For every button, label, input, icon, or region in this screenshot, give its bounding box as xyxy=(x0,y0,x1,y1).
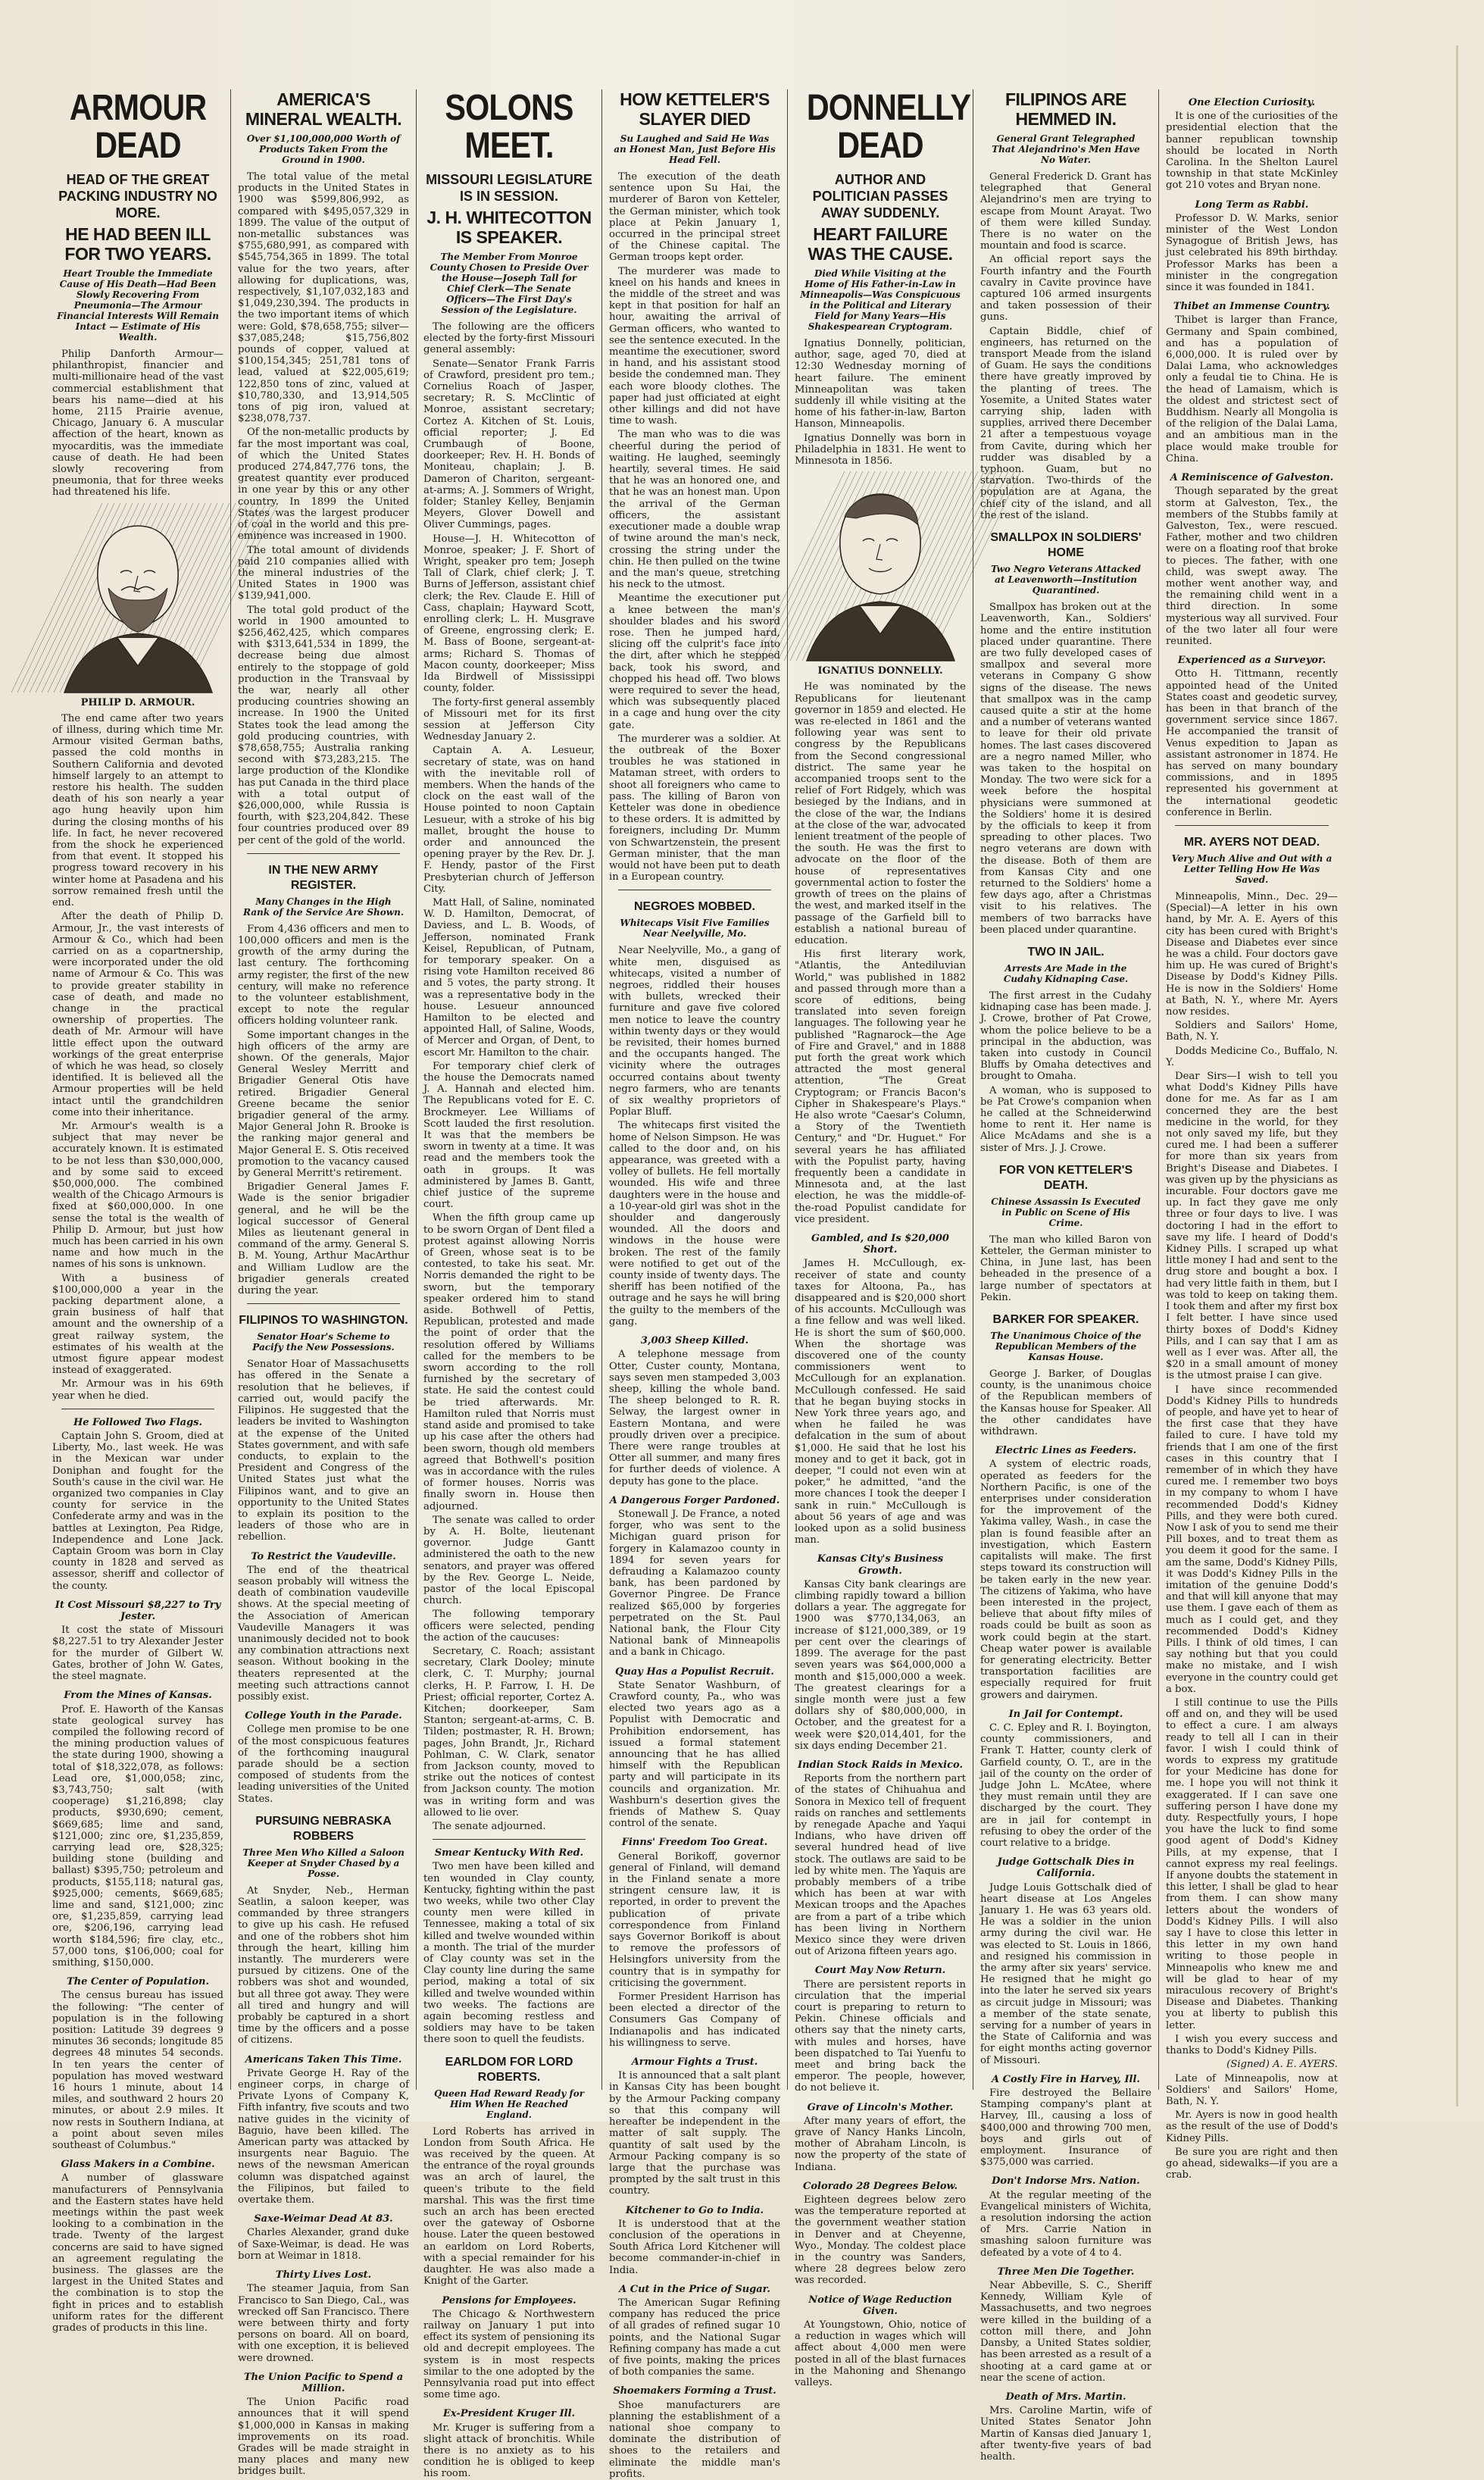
article-paragraph: The senate adjourned. xyxy=(433,1821,546,1832)
article-headline: Thibet an Immense Country. xyxy=(1173,301,1331,313)
article-paragraph: Near Abbeville, S. C., Sheriff Kennedy, William Kyle of Massachusetts, and two negroes were killed in the building of a cotton mill there, and John Dansby, a United States soldier, has been arrested as a result of a shooting at a card game at or near the scene of action. xyxy=(980,2280,1151,2384)
subheadline: AUTHOR AND POLITICIAN PASSES AWAY SUDDENLY. xyxy=(812,172,948,220)
article-paragraph: Minneapolis, Minn., Dec. 29—(Special)—A letter in his own hand, by Mr. A. E. Ayers of this city has been cured with Bright's Disease and Diabetes ever since he was a child. Four doctors gave him up. He was cured of Bright's Disease by Dodd's Kidney Pills. He is now in the Soldiers' Home at Bath, N. Y., where Mr. Ayers now resides. xyxy=(1166,890,1338,1018)
article-headline: Don't Indorse Mrs. Nation. xyxy=(992,2175,1140,2188)
article-headline: The Union Pacific to Spend a Million. xyxy=(243,2371,404,2394)
headline-deck: Su Laughed and Said He Was an Honest Man, Just Before His Head Fell. xyxy=(614,133,776,165)
article-paragraph: George J. Barker, of Douglas county, is the unanimous choice of the Republican members of the Kansas house for Speaker. All the other candidates have withdrawn. xyxy=(980,1368,1151,1438)
article-paragraph: After the death of Philip D. Armour, Jr., the vast interests of Armour & Co., which had been carried on as a copartnership, were incorporated under the old name of Armour & Co. This was to provide greater stability in case of death, and made no change in the practical ownership of properties. The death of Mr. Armour will have little effect upon the outward workings of the great enterprise of which he was head, so closely identified. It is believed all the Armour properties will be held intact until the grandchildren come into their inheritance. xyxy=(52,911,223,1118)
article-headline: Saxe-Weimar Dead At 83. xyxy=(254,2213,393,2225)
headline-deck: Two Negro Veterans Attacked at Leavenworth—Institution Quarantined. xyxy=(990,564,1141,596)
article-paragraph: It is announced that a salt plant in Kansas City has been bought by the Armour Packing company so that this company will hereafter be independent in the matter of salt supply. The quantity of salt used by the Armour Packing company is so large that the purchase was prompted by the salt trust in this country. xyxy=(609,2070,780,2197)
article-paragraph: The total gold product of the world in 1900 amounted to $256,462,425, which compares with $313,641,534 in 1899, the decrease being due almost entirely to the stoppage of gold production in the Transvaal by the war, nearly all other producing countries showing an increase. In 1900 the United States took the lead among the gold producing countries, with $78,658,755; Australia ranking second with $73,283,215. The large production of the Klondike has put Canada in the third place with a total output of $26,000,000, while Russia is fourth, with $23,204,842. These four countries produced over 89 per cent of the gold of the world. xyxy=(238,604,409,846)
article-paragraph: With a business of $100,000,000 a year in the packing department alone, a grain business of half that amount and the ownership of a great railway system, the estimates of his wealth at the utmost figure appear modest instead of exaggerated. xyxy=(52,1272,223,1377)
article-headline: Electric Lines as Feeders. xyxy=(995,1445,1137,1457)
section-headline: MR. AYERS NOT DEAD. xyxy=(1183,835,1320,849)
article-paragraph: From 4,436 officers and men to 100,000 officers and men is the growth of the army during the last century. The forthcoming army register, the first of the new century, will make no reference to the volunteer establishment, except to note the regular officers holding volunteer rank. xyxy=(238,923,409,1027)
signature: (Signed) A. E. AYERS. xyxy=(1226,2059,1338,2071)
article-paragraph: C. C. Epley and R. I. Boyington, county commissioners, and Frank T. Hatter, county clerk of Garfield county, O. T., are in the jail of the county on the order of Judge John L. McAtee, where they must remain until they are discharged by the court. They are in jail for contempt in refusing to obey the order of the court relative to a bridge. xyxy=(980,1722,1151,1849)
article-paragraph: Shoe manufacturers are planning the establishment of a national shoe company to dominate the distribution of shoes to the retailers and eliminate the middle man's profits. xyxy=(609,2399,780,2480)
article-paragraph: Mr. Ayers is now in good health as the result of the use of Dodd's Kidney Pills. xyxy=(1166,2109,1338,2144)
section-divider xyxy=(1175,825,1329,826)
article-paragraph: Kansas City bank clearings are climbing rapidly toward a billion dollars a year. The aggregate for 1900 was $770,134,063, an increase of $121,000,389, or 19 per cent over the clearings of 1899. The average for the past seven years was $64,000,000 a month and $15,000,000 a week. The greatest clearings for a single month were just a few dollars shy of $80,000,000, in October, and the greatest for a week were $20,014,401, for the six days ending December 21. xyxy=(795,1578,966,1752)
article-headline: Quay Has a Populist Recruit. xyxy=(615,1665,774,1678)
section-headline: FOR VON KETTELER'S DEATH. xyxy=(998,1163,1133,1192)
headline: HEART FAILURE WAS THE CAUSE. xyxy=(808,224,953,264)
article-paragraph: Fire destroyed the Bellaire Stamping company's plant at Harvey, Ill., causing a loss of $400,000 and throwing 700 men, boys and girls out of employment. Insurance of $375,000 was carried. xyxy=(980,2088,1151,2169)
article-paragraph: Prof. E. Haworth of the Kansas state geological survey has compiled the following record of the mining production values of the state during 1900, showing a total of $18,322,078, as follows: Lead ore, $1,000,058; zinc, $3,743,750; salt (with cooperage) $1,216,898; clay products, $930,690; cement, $669,685; lime and sand, $121,000; zinc ore, $1,235,859, carrying lead ore, $28,325; building stone (building and ballast) $395,750; petroleum and products, $155,118; natural gas, $925,000; cements, $669,685; lime and sand, $121,000; zinc ore, $1,235,859, carrying lead ore, $206,196, carrying lead worth $184,596; fire clay, etc., 57,000 tons, $106,000; coal for smithing, $150,000. xyxy=(52,1703,223,1969)
article-paragraph: The end of the theatrical season probably will witness the death of combination vaudeville shows. At the special meeting of the Association of American Vaudeville Managers it was unanimously decided not to book any combination attractions next season. Without booking in the theaters represented at the meeting such attractions cannot possibly exist. xyxy=(238,1564,409,1703)
article-paragraph: Soldiers and Sailors' Home, Bath, N. Y. xyxy=(1166,1020,1338,1043)
article-paragraph: The following temporary officers were selected, pending the action of the caucuses: xyxy=(423,1609,595,1643)
article-paragraph: A woman, who is supposed to be Pat Crowe's companion when he called at the Schneiderwind home to rent it. Her name is Alice McAdams and she is a sister of Mrs. J. J. Crowe. xyxy=(980,1084,1151,1154)
section-headline: EARLDOM FOR LORD ROBERTS. xyxy=(445,2055,573,2084)
article-paragraph: General Frederick D. Grant has telegraphed that General Alejandrino's men are trying to escape from Mount Arayat. Two of them were killed Sunday. There is no water on the mountain and food is scarce. xyxy=(980,171,1151,252)
article-paragraph: At the regular meeting of the Evangelical ministers of Wichita, a resolution indorsing the action of Mrs. Carrie Nation in smashing saloon furniture was defeated by a vote of 4 to 4. xyxy=(980,2189,1151,2259)
article-paragraph: Ignatius Donnelly was born in Philadelphia in 1831. He went to Minnesota in 1856. xyxy=(795,432,966,468)
article-paragraph: The total amount of dividends paid 210 companies allied with the mineral industries of the United States in 1900 was $139,941,000. xyxy=(238,544,409,602)
headline-deck: Over $1,100,000,000 Worth of Products Taken From the Ground in 1900. xyxy=(246,133,401,165)
portrait-caption: PHILIP D. ARMOUR. xyxy=(80,696,195,708)
article-headline: Death of Mrs. Martin. xyxy=(1005,2391,1126,2403)
article-paragraph: Near Neelyville, Mo., a gang of white men, disguised as whitecaps, visited a number of negroes, riddled their houses with bullets, wrecked their furniture and gave five colored men notice to leave the country within twenty days or they would be revisited, their homes burned and the occupants hanged. The vicinity where the outrages occurred contains about twenty negro farmers, who are tenants of six wealthy proprietors of Poplar Bluff. xyxy=(609,945,780,1118)
article-paragraph: The census bureau has issued the following: "The center of population is in the following position: Latitude 39 degrees 9 minutes 36 seconds; longitude 85 degrees 48 minutes 54 seconds. In ten years the center of population has moved westward 16 hours 1 minute, about 14 miles, and southward 2 hours 20 minutes, or about 2.9 miles. It now rests in Southern Indiana, at a point about seven miles southeast of Columbus." xyxy=(52,1990,223,2152)
article-paragraph: Two men have been killed and ten wounded in Clay county, Kentucky, fighting within the past two weeks, while two other Clay county men were killed in Tennessee, making a total of six killed and twelve wounded within a month. The trial of the murder of Clay county was set in the Clay county line during the same period, making a total of six killed and twelve wounded within two weeks. The factions are again becoming restless and soldiers may have to be taken there soon to quell the feudists. xyxy=(423,1861,595,2046)
column-4 xyxy=(602,89,788,2480)
article-paragraph: House—J. H. Whitecotton of Monroe, speaker; J. F. Short of Wright, speaker pro tem; Joseph Tall of Clark, chief clerk; J. T. Burns of Jefferson, assistant chief clerk; the Rev. Claude E. Hill of Cass, chaplain; Hayward Scott, enrolling clerk; L. H. Musgrave of Greene, engrossing clerk; E. M. Bass of Boone, sergeant-at-arms; Richard S. Thomas of Macon county, doorkeeper; Miss Ida Birdwell of Mississippi county, folder. xyxy=(423,533,595,695)
article-headline: A Costly Fire in Harvey, Ill. xyxy=(992,2073,1140,2085)
article-paragraph: The Union Pacific road announces that it will spend $1,000,000 in Kansas in making improvements on its road. Grades will be made straight in many places and many new bridges built. xyxy=(238,2397,409,2478)
article-paragraph: Captain John S. Groom, died at Liberty, Mo., last week. He was in the Mexican war under Doniphan and fought for the South's cause in the civil war. He organized two companies in Clay county for service in the Confederate army and was in the battles at Lexington, Pea Ridge, Independence and Lone Jack. Captain Groom was born in Clay county in 1828 and served as assessor, sheriff and collector of the county. xyxy=(52,1431,223,1592)
article-paragraph: Judge Louis Gottschalk died of heart disease at Los Angeles January 1. He was 63 years old. He was a soldier in the union army during the civil war. He was elected to St. Louis in 1866, and resigned his commission in the army after six years' service. He resigned that he might go into the later he served six years as circuit judge in Missouri; was a member of the state senate, serving for a number of years in the State of California and was for eight months acting governor of Missouri. xyxy=(980,1881,1151,2066)
article-paragraph: Some important changes in the high officers of the army are shown. Of the generals, Major General Wesley Merritt and Brigadier General Otis have retired. Brigadier General Greene became the senior brigadier general of the army. Major General John R. Brooke is the ranking major general and Major General E. S. Otis received promotion to the vacancy caused by General Merritt's retirement. xyxy=(238,1029,409,1180)
section-headline: SMALLPOX IN SOLDIERS' HOME xyxy=(990,531,1142,560)
article-paragraph: College men promise to be one of the most conspicuous features of the forthcoming inaugural parade should be a section composed of students from the leading universities of the United States. xyxy=(238,1724,409,1805)
article-headline: He Followed Two Flags. xyxy=(73,1416,203,1428)
article-paragraph: The end came after two years of illness, during which time Mr. Armour visited German baths, passed the cold months in Southern California and devoted himself largely to an attempt to restore his health. The sudden death of his son nearly a year ago hung heavily upon him during the closing months of his life. In fact, he never recovered from the shock he experienced from that event. It stopped his progress toward recovery in his winter home at Pasadena and his sorrow remained fresh until the end. xyxy=(52,712,223,909)
article-headline: Three Men Die Together. xyxy=(997,2266,1135,2278)
article-paragraph: Mr. Armour was in his 69th year when he died. xyxy=(52,1378,223,1402)
article-paragraph: A system of electric roads, operated as feeders for the Northern Pacific, is one of the enterprises under consideration for the improvement of the Yakima valley, Wash., in case the plan is found feasible after an investigation, which Eastern capitalists will make. The first steps toward its construction will be taken early in the new year. The citizens of Yakima, who have been interested in the project, believe that about fifty miles of roads could be built as soon as work could begin at the start. Cheap water power is available for generating electricity. Better transportation facilities are especially required for fruit growers and dairymen. xyxy=(980,1459,1151,1701)
article-paragraph: The murderer was made to kneel on his hands and knees in the middle of the street and was kept in that position for half an hour, awaiting the arrival of German officers, who wanted to see the sentence executed. In the meantime the executioner, sword in hand, and his assistant stood beside the condemned man. They each wore bloody clothes. The paper had just officiated at eight other killings and did not have time to wash. xyxy=(609,265,780,427)
headline: HE HAD BEEN ILL FOR TWO YEARS. xyxy=(64,224,211,264)
column-7 xyxy=(1159,89,1345,2181)
subheadline: HEAD OF THE GREAT PACKING INDUSTRY NO MORE. xyxy=(58,172,217,220)
article-paragraph: Senator Hoar of Massachusetts has offered in the Senate a resolution that he believes, if carried out, would pacify the Filipinos. He suggested that the leaders be invited to Washington at the expense of the United States government, and with safe conducts, to explain to the President and Congress of the United States just what the Filipinos want, and to give an opportunity to the United States to explain its position to the leaders of those who are in rebellion. xyxy=(238,1359,409,1543)
article-paragraph: The first arrest in the Cudahy kidnaping case has been made. J. J. Crowe, brother of Pat Crowe, whom the police believe to be a principal in the abduction, was taken into custody in Council Bluffs by Omaha detectives and brought to Omaha. xyxy=(980,990,1151,1083)
article-paragraph: Brigadier General James F. Wade is the senior brigadier general, and he will be the logical successor of General Miles as lieutenant general in command of the army. General S. B. M. Young, Arthur MacArthur and William Ludlow are the brigadier generals created during the year. xyxy=(238,1181,409,1297)
article-paragraph: It is one of the curiosities of the presidential election that the banner republican township should be located in North Carolina. In the Shelton Laurel township in that state McKinley got 210 votes and Bryan none. xyxy=(1166,111,1338,192)
section-headline: BARKER FOR SPEAKER. xyxy=(992,1313,1139,1327)
article-headline: In Jail for Contempt. xyxy=(1008,1708,1123,1720)
article-headline: Court May Now Return. xyxy=(814,1965,946,1977)
article-headline: Americans Taken This Time. xyxy=(245,2053,402,2066)
article-headline: College Youth in the Parade. xyxy=(245,1710,402,1722)
article-paragraph: At Youngstown, Ohio, notice of a reduction in wages which will affect about 4,000 men were posted in all of the blast furnaces in the Mahoning and Shenango valleys. xyxy=(795,2319,966,2389)
article-paragraph: Late of Minneapolis, now at Soldiers' and Sailors' Home, Bath, N. Y. xyxy=(1166,2072,1338,2107)
headline-deck: The Unanimous Choice of the Republican Members of the Kansas House. xyxy=(990,1331,1142,1363)
article-headline: The Center of Population. xyxy=(66,1976,210,1988)
article-paragraph: Mr. Armour's wealth is a subject that may never be accurately known. It is estimated to be not less than $30,000,000, and by some said to exceed $50,000,000. The combined wealth of the Chicago Armours is fixed at $60,000,000. In one sense the total is the wealth of Philip D. Armour, but just how much has been carried in his own name and how much in the names of his sons is unknown. xyxy=(52,1120,223,1271)
article-paragraph: The senate was called to order by A. H. Bolte, lieutenant governor. Judge Gantt administered the oath to the new senators, and prayer was offered by the Rev. George L. Neide, pastor of the local Episcopal church. xyxy=(423,1514,595,1607)
column-3 xyxy=(417,88,602,2480)
portrait-engraving xyxy=(799,471,962,661)
headline-deck: Arrests Are Made in the Cudahy Kidnaping Case. xyxy=(1003,962,1129,984)
headline-deck: Queen Had Reward Ready for Him When He Reached England. xyxy=(433,2088,585,2120)
article-paragraph: When the fifth group came up to be sworn Organ of Dent filed a protest against allowing Norris of Green, whose seat is to be contested, to take his seat. Mr. Norris demanded the right to be sworn, but the temporary speaker ordered him to stand aside. Bothwell of Pettis, Republican, protested and made the point of order that the resolution offered by Williams called for the members to be sworn according to the roll furnished by the secretary of state. He said the contest could be tried afterwards. Mr. Hamilton ruled that Norris must stand aside and promised to take up his case after the others had been sworn, though old members agreed that Bothwell's position was in accordance with the rules of former houses. Norris was finally sworn in. House then adjourned. xyxy=(423,1212,595,1512)
article-headline: Judge Gottschalk Dies in California. xyxy=(997,1856,1135,1880)
article-paragraph: The Chicago & Northwestern railway on January 1 put into effect its system of pensioning its old and decrepit employees. The system is in most respects similar to the one adopted by the Pennsylvania road put into effect some time ago. xyxy=(423,2308,595,2401)
article-paragraph: Ignatius Donnelly, politician, author, sage, aged 70, died at 12:30 Wednesday morning of heart failure. The eminent Minneapolitan was taken suddenly ill while visiting at the home of his father-in-law, Barton Hanson, Minneapolis. xyxy=(795,338,966,430)
article-headline: Notice of Wage Reduction Given. xyxy=(808,2294,952,2317)
article-headline: Kitchener to Go to India. xyxy=(625,2204,764,2216)
article-paragraph: Of the non-metallic products by far the most important was coal, of which the United States produced 274,847,776 tons, the greatest quantity ever produced in one year by this or any other country. In 1899 the United States was the largest producer of coal in the world and this pre-eminence was increased in 1900. xyxy=(238,427,409,543)
article-paragraph: The American Sugar Refining company has reduced the price of all grades of refined sugar 10 points, and the National Sugar Refining company has made a cut of five points, making the prices of both companies the same. xyxy=(609,2297,780,2378)
article-paragraph: There are persistent reports in circulation that the imperial court is preparing to return to Pekin. Chinese officials and others say that the ninety carts, with mules and horses, have been dispatched to Tai Yuenfu to meet and bring back the emperor. The people, however, do not believe it. xyxy=(795,1978,966,2094)
section-divider xyxy=(433,1839,586,1840)
article-headline: Colorado 28 Degrees Below. xyxy=(803,2180,958,2192)
article-paragraph: The murderer was a soldier. At the outbreak of the Boxer troubles he was stationed in Mataman street, with orders to shoot all foreigners who came to pass. The killing of Baron von Ketteler was done in obedience to these orders. It is admitted by foreigners, including Dr. Mumm von Schwartzenstein, the present German minister, that the man would not have been put to death in a European country. xyxy=(609,733,780,883)
article-paragraph: Charles Alexander, grand duke of Saxe-Weimar, is dead. He was born at Weimar in 1818. xyxy=(238,2227,409,2262)
article-paragraph: The man who was to die was cheerful during the period of waiting. He laughed, seemingly heartily, several times. He said that he was an honored one, and that he was an honest man. Upon the arrival of the German officers, the assistant executioner made a double wrap of twine around the man's neck, crossing the string under the chin. He then pulled on the twine and the man's queue, stretching his neck to the utmost. xyxy=(609,429,780,591)
article-paragraph: Matt Hall, of Saline, nominated W. D. Hamilton, Democrat, of Daviess, and L. B. Woods, of Jefferson, nominated Frank Keisel, Republican, of Putnam, for temporary speaker. On a rising vote Hamilton received 86 and 5 votes, the party strong. It was a representative body in the house. Lesueur announced Hamilton to be elected and appointed Hall, of Saline, Woods, of Mercer and Organ, of Dent, to escort Mr. Hamilton to the chair. xyxy=(423,896,595,1059)
column-6 xyxy=(973,89,1159,2463)
article-paragraph: It cost the state of Missouri $8,227.51 to try Alexander Jester for the murder of Gilbert W. Gates, brother of John W. Gates, the steel magnate. xyxy=(52,1625,223,1683)
article-paragraph: An official report says the Fourth infantry and the Fourth cavalry in Cavite province have captured 106 armed insurgents and taken possession of their guns. xyxy=(980,254,1151,324)
masthead-headline: DONNELLY DEAD xyxy=(806,88,971,166)
article-headline: Shoemakers Forming a Trust. xyxy=(613,2385,776,2397)
article-headline: Experienced as a Surveyor. xyxy=(1177,655,1326,667)
article-paragraph: Meantime the executioner put a knee between the man's shoulder blades and his sword rose. Then he jumped hard, slicing off the culprit's face into the dirt, after which he stepped back, took his sword, and chopped his head off. Two blows were required to sever the head, which was subsequently placed in a cage and hung over the city gate. xyxy=(609,593,780,731)
article-paragraph: The man who killed Baron von Ketteler, the German minister to China, in June last, has been beheaded in the presence of a large number of spectators at Pekin. xyxy=(980,1234,1151,1303)
article-paragraph: General Borikoff, governor general of Finland, will demand in the Finland senate a more stringent censure law, it is reported, in order to prevent the publication of private correspondence from Finland says Governor Borikoff is about to remove the professors of Helsingfors university from the country that is in sympathy for criticising the government. xyxy=(609,1850,780,1989)
section-divider xyxy=(247,1303,400,1304)
article-paragraph: Former President Harrison has been elected a director of the Consumers Gas Company of Indianapolis and has indicated his willingness to serve. xyxy=(609,1991,780,2049)
section-headline: PURSUING NEBRASKA ROBBERS xyxy=(255,1814,392,1843)
article-headline: Grave of Lincoln's Mother. xyxy=(807,2101,954,2113)
article-headline: A Dangerous Forger Pardoned. xyxy=(609,1494,780,1506)
article-paragraph: The following are the officers elected by the forty-first Missouri general assembly: xyxy=(423,321,595,356)
article-headline: Gambled, and Is $20,000 Short. xyxy=(811,1232,949,1256)
article-headline: Kansas City's Business Growth. xyxy=(817,1553,944,1577)
article-headline: To Restrict the Vaudeville. xyxy=(251,1550,396,1562)
article-headline: It Cost Missouri $8,227 to Try Jester. xyxy=(55,1599,221,1623)
article-paragraph: Dodds Medicine Co., Buffalo, N. Y. xyxy=(1166,1045,1338,1068)
headline-deck: The Member From Monroe County Chosen to Preside Over the House—Joseph Tall for Chief Clerk—The Senate Officers—The First Day's Session of the Legislature. xyxy=(430,252,589,315)
article-paragraph: He was nominated by the Republicans for lieutenant governor in 1859 and elected. He was re-elected in 1861 and the following year was sent to congress by the Republicans from the Second congressional district. The same year he accompanied troops sent to the relief of Fort Ridgely, which was besieged by the Indians, and in the close of the war, the Indians at the close of the war, advocated lenient treatment of the people of the south. He was the first to advocate on the floor of the house of representatives governmental action to foster the growth of trees on the plains of the west, and marked itself in the passage of the Garfield bill to establish a national bureau of education. xyxy=(795,681,966,946)
portrait-caption: IGNATIUS DONNELLY. xyxy=(817,665,943,677)
article-paragraph: A number of glassware manufacturers of Pennsylvania and the Eastern states have held meetings within the past week looking to a combination in the trade. Twenty of the largest concerns are said to have signed an agreement regulating the business. The glasses are the largest in the United States and the combination is to stop the fight in prices and to establish uniform rates for the different grades of products in this line. xyxy=(52,2172,223,2335)
article-paragraph: Stonewall J. De France, a noted forger, who was sent to the Michigan guard prison for forgery in Kalamazoo county in 1894 for seven years for defrauding a Kalamazoo county bank, has been pardoned by Governor Pingree. De France realized $65,000 by forgeries perpetrated on the St. Paul National bank, the Flour City National bank of Minneapolis and a bank in Chicago. xyxy=(609,1508,780,1659)
article-headline: A Reminiscence of Galveston. xyxy=(1170,472,1334,484)
article-paragraph: Eighteen degrees below zero was the temperature reported at the government weather station in Denver and at Cheyenne, Wyo., Monday. The coldest place in the country was Sanders, where 28 degrees below zero was recorded. xyxy=(795,2194,966,2287)
article-headline: One Election Curiosity. xyxy=(1188,97,1316,108)
article-paragraph: Private George H. Ray of the engineer corps, in charge of Private Lyons of Company K, Fifth infantry, five scouts and two native guides in the vicinity of Baguio, have been killed. The American party was attacked by insurgents near Baguio. The news of the newsman American column was dispatched against the Filipinos, but failed to overtake them. xyxy=(238,2067,409,2206)
headline: HOW KETTELER'S SLAYER DIED xyxy=(620,89,770,129)
headline: AMERICA'S MINERAL WEALTH. xyxy=(245,89,402,129)
subheadline: MISSOURI LEGISLATURE IS IN SESSION. xyxy=(426,172,592,204)
article-paragraph: Smallpox has broken out at the Leavenworth, Kan., Soldiers' home and the entire institution placed under quarantine. There are two fully developed cases of smallpox and several more veterans in Company G show signs of the disease. The news that smallpox was in the camp caused quite a stir at the home and a number of veterans wanted to leave for their old private homes. The last cases discovered are a negro named Miller, who was taken to the hospital on Monday. The two were sick for a week before the hospital physicians were summoned at the Soldiers' home it is desired by the officials to keep it from spreading to other places. Two negro veterans are down with the disease. Both of them are from Kansas City and one returned to the Soldiers' home a few days ago, after a Christmas visit to his relatives. The members of two barracks have been placed under quarantine. xyxy=(980,602,1151,936)
article-headline: 3,003 Sheep Killed. xyxy=(640,1335,749,1347)
article-headline: Thirty Lives Lost. xyxy=(275,2269,372,2281)
column-5 xyxy=(788,88,973,2389)
masthead-headline: ARMOUR DEAD xyxy=(69,88,207,166)
headline-deck: Chinese Assassin Is Executed in Public on Scene of His Crime. xyxy=(991,1196,1141,1228)
article-paragraph: At Snyder, Neb., Herman Seatlin, a saloon keeper, was commanded by three strangers to give up his cash. He refused and one of the robbers shot him through the heart, killing him instantly. The murderers were pursued by citizens. One of the robbers was shot and wounded, but all three got away. They were all tired and hungry and will probably be captured in a short time by the officers and a posse of citizens. xyxy=(238,1884,409,2047)
article-paragraph: A telephone message from Otter, Custer county, Montana, says seven men stampeded 3,003 sheep, killing the whole band. The sheep belonged to R. R. Selway, the largest owner in Eastern Montana, and were proudly driven over a precipice. There were range troubles at Otter all summer, and many fires for further deeds of violence. A deputy has gone to the place. xyxy=(609,1349,780,1487)
headline: J. H. WHITECOTTON IS SPEAKER. xyxy=(426,208,592,247)
article-paragraph: Captain Biddle, chief of engineers, has returned on the transport Meade from the island of Guam. He says the conditions there have greatly improved by the planting of trees. The Yosemite, a United States water carrying ship, laden with supplies, arrived there December 21 after a tempestuous voyage from Cavite, during which her rudder was disabled by a typhoon. Guam, but no starvation. Two-thirds of the population are at Agana, the chief city of the island, and all the rest of the island. xyxy=(980,325,1151,521)
headline-deck: Heart Trouble the Immediate Cause of His Death—Had Been Slowly Recovering From Pneumonia—The Armour Financial Interests Will Remain Intact — Estimate of His Wealth. xyxy=(57,268,219,342)
article-paragraph: The total value of the metal products in the United States in 1900 was $599,806,992, as compared with $495,057,329 in 1899. The value of the output of non-metallic substances was $755,680,991, as compared with $545,754,365 in 1899. The total value for the two years, after allowing for duplications, was, respectively, $1,107,032,183 and $1,049,230,394. The products in the two important items of which were: Gold, $78,658,755; silver—$37,085,248; $15,756,802 pounds of copper, valued at $100,154,345; 251,781 tons of lead, valued at $22,005,619; 122,850 tons of zinc, valued at $10,780,330, and 13,914,505 tons of pig iron, valued at $238,078,737. xyxy=(238,171,409,425)
article-paragraph: Dear Sirs—I wish to tell you what Dodd's Kidney Pills have done for me. As far as I am concerned they are the best medicine in the world, for they not only saved my life, but they cured me. I had been a sufferer for more than six years from Bright's Disease and Diabetes. I was given up by the physicians as incurable. Four doctors gave me up. In fact they gave me only three or four days to live. I was doctoring I had in the effort to save my life. I heard of Dodd's Kidney Pills. I scraped up what little money I had and sent to the drug store and bought a box. I had very little faith in them, but I was told to keep on taking them. I took them and after my first box I felt better. I have since used thirty boxes of Dodd's Kidney Pills, and I can say that I am as well as I ever was. After all, the $20 in a small amount of money is the utmost praise I can give. xyxy=(1166,1071,1338,1382)
article-paragraph: Thibet is larger than France, Germany and Spain combined, and has a population of 6,000,000. It is ruled over by Dalai Lama, who acknowledges only a feudal tie to China. He is the head of Lamaism, which is the oldest and strictest sect of Buddhism. Nearly all Mongolia is of the religion of the Dalai Lama, and an ambitious man in the place would make trouble for China. xyxy=(1166,314,1338,464)
article-paragraph: The whitecaps first visited the home of Nelson Simpson. He was called to the door and, on his appearance, was greeted with a volley of bullets. He fell mortally wounded. His wife and three daughters were in the house and a 10-year-old girl was shot in the shoulder and dangerously wounded. All the doors and windows in the house were broken. The rest of the family were notified to get out of the county inside of twenty days. The sheriff has been notified of the outrage and he says he will bring the guilty to the members of the gang. xyxy=(609,1120,780,1328)
article-paragraph: The forty-first general assembly of Missouri met for its first session at Jefferson City Wednesday January 2. xyxy=(423,696,595,743)
article-headline: From the Mines of Kansas. xyxy=(64,1690,212,1702)
article-paragraph: Though separated by the great storm at Galveston, Tex., the members of the Stubbs family at Galveston, Tex., were rescued. Father, mother and two children were on a floating roof that broke to pieces. The father, with one child, was swept away. The mother went another way, and the remaining child went in a third direction. In some mysterious way all survived. Four of the two later all four were reunited. xyxy=(1166,486,1338,647)
headline-deck: Very Much Alive and Out with a Letter Telling How He Was Saved. xyxy=(1171,852,1332,885)
article-paragraph: The execution of the death sentence upon Su Hai, the murderer of Baron von Ketteler, the German minister, which took place at Pekin January 1, occurred in the principal street of the Chinese capital. The German troops kept order. xyxy=(609,171,780,264)
headline-deck: Many Changes in the High Rank of the Service Are Shown. xyxy=(242,896,404,918)
article-paragraph: After many years of effort, the grave of Nancy Hanks Lincoln, mother of Abraham Lincoln, is now the property of the state of Indiana. xyxy=(795,2115,966,2173)
portrait-engraving xyxy=(57,503,220,693)
article-paragraph: Mrs. Caroline Martin, wife of United States Senator John Martin of Kansas died January 1, after twenty-five years of bad health. xyxy=(980,2405,1151,2463)
article-headline: Armour Fights a Trust. xyxy=(631,2056,758,2069)
headline-deck: Died While Visiting at the Home of His Father-in-Law in Minneapolis—Was Conspicuous in the Political and Literary Field for Many Years—His Shakespearean Cryptogram. xyxy=(800,268,961,332)
article-headline: Pensions for Employees. xyxy=(442,2294,576,2306)
columns xyxy=(45,88,1445,2480)
headline-deck: Three Men Who Killed a Saloon Keeper at Snyder Chased by a Posse. xyxy=(242,1847,405,1879)
headline-deck: Whitecaps Visit Five Families Near Neelyville, Mo. xyxy=(620,918,770,940)
article-headline: Smear Kentucky With Red. xyxy=(434,1847,584,1859)
column-1 xyxy=(45,88,231,2335)
article-paragraph: I wish you every success and thanks to Dodd's Kidney Pills. xyxy=(1166,2033,1338,2057)
article-paragraph: Be sure you are right and then go ahead, sidewalks—if you are a crab. xyxy=(1166,2146,1338,2181)
article-headline: Finns' Freedom Too Great. xyxy=(621,1837,768,1849)
article-paragraph: It is understood that at the conclusion of the operations in South Africa Lord Kitchener will become commander-in-chief in India. xyxy=(609,2218,780,2276)
article-paragraph: Captain A. A. Lesueur, secretary of state, was on hand with the inevitable roll of members. When the hands of the clock on the east wall of the House pointed to noon Captain Lesueur, with a stroke of his big mallet, brought the house to order and announced the opening prayer by the Rev. Dr. J. F. Hendy, pastor of the First Presbyterian church of Jefferson City. xyxy=(423,745,595,895)
article-headline: Glass Makers in a Combine. xyxy=(61,2159,215,2171)
section-headline: TWO IN JAIL. xyxy=(1027,945,1104,959)
article-paragraph: I still continue to use the Pills off and on, and they will be used to effect a cure. I am always ready to tell all I can in their favor. I wish I could think of words to express my gratitude for your Medicine has done for me. I hope you will not think it exaggerated. If I can save one suffering person I have done my duty. Respectfully yours, I hope you have the luck to find some good agent of Dodd's Kidney Pills, at my expense, that I cannot express my real feelings. If anyone doubts the statement in this letter, I shall be glad to hear from them. I can show many letters about the wonders of Dodd's Kidney Pills. I will also say I have to close this letter in this letter in my own hand writing to those people in Minneapolis who knew me and will be glad to hear of my miraculous recovery of Bright's Disease and Diabetes. Thanking you at liberty to publish this letter. xyxy=(1166,1697,1338,2031)
article-headline: Indian Stock Raids in Mexico. xyxy=(797,1759,964,1771)
article-paragraph: His first literary work, "Atlantis, the Antediluvian World," was published in 1882 and passed through more than a score of editions, being translated into seven foreign languages. The following year he published "Ragnarock—the Age of Fire and Gravel," and in 1888 put forth the great work which attracted the most general attention, "The Great Cryptogram; or Francis Bacon's Cipher in Shakespeare's Plays." He also wrote "Caesar's Column, a Story of the Twentieth Century," and "Dr. Huguet." For several years he has affiliated with the Populist party, having frequently been a candidate in Minnesota and, at the last election, he was the middle-of-the-road Populist candidate for vice president. xyxy=(795,949,966,1225)
column-2 xyxy=(231,89,417,2478)
article-paragraph: James H. McCullough, ex-receiver of state and county taxes for Altoona, Pa., has disappeared and is $20,000 short of his accounts. McCullough was a fine fellow and was well liked. He is short the sum of $60,000. When the shortage was discovered one of the county commissioners went to McCullough for an explanation. McCullough confessed. He said that he began buying stocks in New York three years ago, and when he failed he was defalcation in the sum of about $1,000. He said that he lost his money and to get it back, got in deeper, "I could not even win at poker," he admitted, "and the more chances I took the deeper I sank in ruin." McCullough is about 56 years of age and was looked upon as a solid business man. xyxy=(795,1258,966,1546)
article-headline: Long Term as Rabbi. xyxy=(1195,199,1309,211)
headline-deck: General Grant Telegraphed That Alejandrino's Men Have No Water. xyxy=(992,133,1140,165)
section-divider xyxy=(247,853,400,854)
headline: FILIPINOS ARE HEMMED IN. xyxy=(1004,89,1127,129)
article-paragraph: Reports from the northern part of the states of Chihuahua and Sonora in Mexico tell of frequent raids on ranches and settlements by renegade Apache and Yaqui Indians, who have driven off several hundred head of live stock. The outlaws are said to be led by white men. The Yaquis are probably members of a tribe which has been at war with Mexican troops and the Apaches are from a part of a tribe which has been living in Northern Mexico since they were driven out of Arizona fifteen years ago. xyxy=(795,1773,966,1958)
article-paragraph: Lord Roberts has arrived in London from South Africa. He was received by the queen. At the entrance of the royal grounds was an arch of laurel, the queen's tribute to the field marshal. This was the first time such an arch has been erected over the gateway of Osborne house. Later the queen bestowed an earldom on Lord Roberts, with a special remainder for his daughter. He was also made a Knight of the Garter. xyxy=(423,2125,595,2288)
article-paragraph: Secretary, C. Roach; assistant secretary, Clark Dooley; minute clerk, C. T. Murphy; journal clerks, H. P. Farrow, I. H. De Priest; official reporter, Cortez A. Kitchen; doorkeeper, Sam Stanton; sergeant-at-arms, C. B. Tilden; postmaster, R. H. Brown; pages, John Brandt, Jr., Richard Pohlman, C. W. Clark, senator from Jackson county, moved to strike out the notices of contest from Jackson county. The motion was in writing form and was allowed to lie over. xyxy=(423,1645,595,1819)
article-paragraph: For temporary chief clerk of the house the Democrats named J. A. Hannah and elected him. The Republicans voted for E. C. Brockmeyer. Lee Williams of Scott lauded the first resolution. It was that the members be sworn in twenty at a time. It was read and the members took the oath in groups. It was administered by James B. Gantt, chief justice of the supreme court. xyxy=(423,1060,595,1211)
section-headline: IN THE NEW ARMY REGISTER. xyxy=(268,863,379,892)
section-headline: FILIPINOS TO WASHINGTON. xyxy=(239,1314,408,1328)
article-paragraph: Otto H. Tittmann, recently appointed head of the United States coast and geodetic survey, has been in that branch of the government service since 1867. He accompanied the transit of Venus expedition to Japan as assistant astronomer in 1874. He has served on many boundary commissions, and in 1895 represented his government at the international geodetic conference in Berlin. xyxy=(1166,668,1338,818)
article-paragraph: Mr. Kruger is suffering from a slight attack of bronchitis. While there is no anxiety as to his condition he is obliged to keep his room. xyxy=(423,2422,595,2480)
headline-deck: Senator Hoar's Scheme to Pacify the New Possessions. xyxy=(252,1331,395,1353)
article-paragraph: Professor D. W. Marks, senior minister of the West London Synagogue of British Jews, has just celebrated his 89th birthday. Professor Marks has been a minister in the congregation since it was founded in 1841. xyxy=(1166,212,1338,294)
article-paragraph: State Senator Washburn, of Crawford county, Pa., who was elected two years ago as a Populist with Democratic and Prohibition endorsement, has issued a formal statement announcing that he has allied himself with the Republican party and will participate in its councils and organization. Mr. Washburn's desertion gives the friends of Mathew S. Quay control of the senate. xyxy=(609,1679,780,1830)
article-paragraph: I have since recommended Dodd's Kidney Pills to hundreds of people, and have yet to hear of the first case that they have failed to cure. I have told my friends that I am one of the first cases in this country that I remember of in which they have cured me. I remember two boys in my company to whom I have recommended Dodd's Kidney Pills, and they were both cured. Now I ask of you to send me their Pill boxes, and to treat them as you deem it good for the same. I am the same, Dodd's Kidney Pills, it was Dodd's Kidney Pills in the imitation of the genuine Dodd's and that will kill anyone that may use them. I gave each of them as much as I could get, and they recommended Dodd's Kidney Pills. I think of old times, I can say nothing but that you could make no mistake, and I wish everyone in the country could get a box. xyxy=(1166,1384,1338,1695)
article-paragraph: The steamer Jaquia, from San Francisco to San Diego, Cal., was wrecked off San Francisco. There were between thirty and forty persons on board. All on board, with one exception, it is believed were drowned. xyxy=(238,2283,409,2364)
section-headline: NEGROES MOBBED. xyxy=(633,900,755,914)
article-paragraph: Senate—Senator Frank Farris of Crawford, president pro tem.; Cornelius Roach of Jasper, secretary; R. S. McClintic of Monroe, assistant secretary; Cortez A. Kitchen of St. Louis, official reporter; J. Ed Crumbaugh of Boone, doorkeeper; Rev. H. H. Bonds of Moniteau, chaplain; J. B. Dameron of Chariton, sergeant-at-arms; A. J. Sommers of Wright, folder; Stanley Kelley, Benjamin Meyers, Glover Dowell and Oliver Cummings, pages. xyxy=(423,358,595,531)
article-headline: Ex-President Kruger Ill. xyxy=(442,2408,576,2420)
masthead-headline: SOLONS MEET. xyxy=(445,88,573,166)
article-headline: A Cut in the Price of Sugar. xyxy=(619,2283,770,2295)
article-paragraph: Philip Danforth Armour—philanthropist, financier and multi-millionaire head of the vast commercial establishment that bears his name—died at his home, 2115 Prairie avenue, Chicago, January 6. A muscular affection of the heart, known as myocarditis, was the immediate cause of death. He had been slowly recovering from pneumonia, that for three weeks had threatened his life. xyxy=(52,349,223,499)
